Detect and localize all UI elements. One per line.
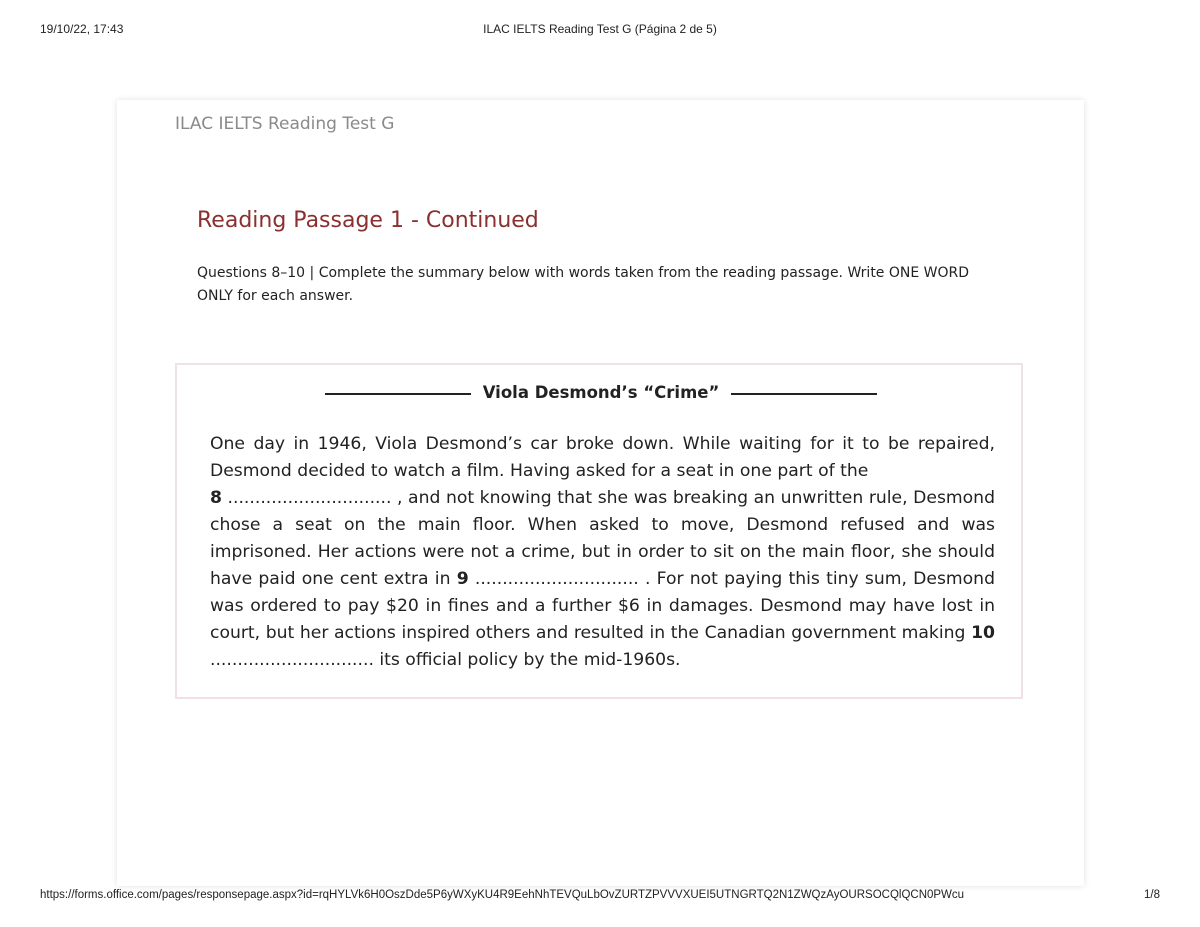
summary-part-3: . For not paying this tiny sum, Desmond was ordered to pay $20 in fines and a further $6 in damages. Desmond may have lost in court, but her actions inspired others and resulted in the Canadian government making xyxy=(210,569,995,643)
form-title: ILAC IELTS Reading Test G xyxy=(175,114,395,134)
question-number-8: 8 xyxy=(210,488,222,508)
answer-blank-10: .............................. xyxy=(210,650,380,670)
summary-part-4: its official policy by the mid-1960s. xyxy=(379,650,681,670)
print-header xyxy=(0,22,1200,38)
answer-blank-9: .............................. xyxy=(468,569,645,589)
question-number-9: 9 xyxy=(456,569,469,589)
print-url: https://forms.office.com/pages/responsepage.aspx?id=rqHYLVk6H0OszDde5P6yWXyKU4R9EehNhTEVQuLbOvZURTZPVVVXUEI5UTNGRTQ2N1ZWQzAyOURSOCQlQCN0PWcu xyxy=(40,889,965,901)
summary-text xyxy=(210,431,995,674)
question-number-10: 10 xyxy=(971,623,995,643)
section-description: Questions 8–10 | Complete the summary below with words taken from the reading passage. Write ONE WORD ONLY for each answer. xyxy=(197,265,970,304)
summary-heading xyxy=(177,383,1025,402)
section-title: Reading Passage 1 - Continued xyxy=(197,208,539,233)
form-card xyxy=(117,100,1084,886)
print-page-number: 1/8 xyxy=(1144,889,1160,901)
print-page-title: ILAC IELTS Reading Test G (Página 2 de 5) xyxy=(483,22,717,36)
summary-box xyxy=(175,363,1023,699)
heading-rule-right xyxy=(731,393,877,395)
summary-part-2: , and not knowing that she was breaking an unwritten rule, Desmond chose a seat on the main floor. When asked to move, Desmond refused and was imprisoned. Her actions were not a crime, but in order to sit on the main floor, she should have paid one cent extra in xyxy=(210,488,995,589)
summary-part-1: One day in 1946, Viola Desmond’s car broke down. While waiting for it to be repaired, Desmond decided to watch a film. Having asked for a seat in one part of the xyxy=(210,434,995,481)
answer-blank-8: .............................. xyxy=(221,488,398,508)
summary-heading-text: Viola Desmond’s “Crime” xyxy=(482,383,720,402)
heading-rule-left xyxy=(325,393,471,395)
print-date: 19/10/22, 17:43 xyxy=(40,22,124,36)
print-footer xyxy=(0,889,1200,905)
